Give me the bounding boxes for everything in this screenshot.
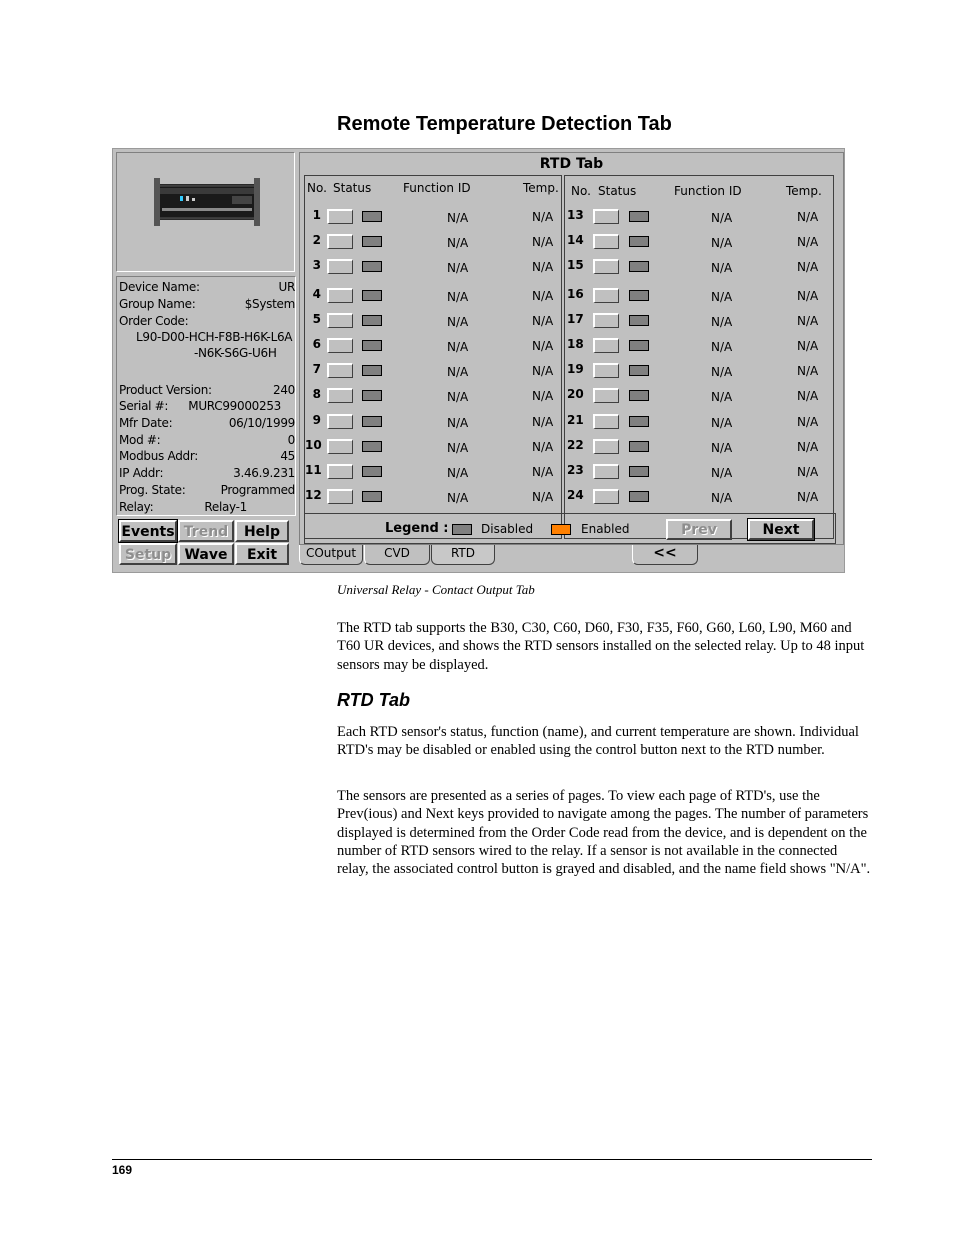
header-no: No. (307, 181, 327, 195)
rtd-function-id: N/A (711, 236, 733, 251)
rtd-number: 17 (567, 311, 584, 326)
rtd-function-id: N/A (447, 261, 469, 276)
rtd-control-button[interactable] (593, 388, 619, 403)
disabled-swatch (452, 524, 472, 535)
serial-row (119, 399, 295, 415)
mod-row (119, 433, 295, 449)
rtd-temperature: N/A (797, 490, 819, 505)
rtd-number: 24 (567, 488, 584, 503)
header-temp: Temp. (523, 181, 559, 195)
relay-device-icon (154, 178, 260, 226)
header-function-id: Function ID (674, 184, 742, 198)
rtd-status-indicator (362, 491, 382, 502)
device-info-panel (116, 276, 296, 516)
trend-button[interactable]: Trend (178, 520, 234, 542)
rtd-number: 15 (567, 258, 584, 273)
rtd-status-indicator (362, 211, 382, 222)
info-value: Relay-1 (204, 500, 247, 514)
rtd-status-indicator (629, 416, 649, 427)
rtd-number: 12 (305, 488, 322, 503)
info-value: $System (244, 297, 295, 311)
header-status: Status (598, 184, 637, 198)
rtd-control-button[interactable] (327, 388, 353, 403)
rtd-status-indicator (629, 211, 649, 222)
rtd-function-id: N/A (711, 415, 733, 430)
rtd-panel-title: RTD Tab (539, 156, 604, 172)
rtd-temperature: N/A (797, 389, 819, 404)
rtd-function-id: N/A (711, 491, 733, 506)
rtd-status-indicator (629, 365, 649, 376)
enabled-swatch (551, 524, 571, 535)
rtd-number: 8 (312, 387, 321, 402)
rtd-temperature: N/A (797, 465, 819, 479)
header-status: Status (333, 181, 372, 195)
rtd-status-indicator (362, 315, 382, 326)
relay-row (119, 500, 295, 516)
rtd-temperature: N/A (797, 210, 819, 224)
rtd-number: 11 (305, 463, 322, 477)
rtd-function-id: N/A (447, 340, 469, 354)
product-version-row (119, 383, 295, 399)
rtd-temperature: N/A (532, 210, 554, 224)
rtd-number: 18 (567, 337, 584, 351)
rtd-status-indicator (362, 261, 382, 272)
info-label: Modbus Addr: (119, 449, 198, 463)
rtd-control-button[interactable] (593, 313, 619, 328)
exit-button[interactable]: Exit (235, 543, 289, 565)
rtd-number: 13 (567, 208, 584, 222)
rtd-control-button[interactable] (327, 209, 353, 224)
rtd-temperature: N/A (532, 465, 554, 479)
rtd-temperature: N/A (532, 288, 554, 303)
device-image-panel (116, 152, 295, 272)
rtd-control-button[interactable] (327, 363, 353, 378)
rtd-number: 21 (567, 412, 584, 427)
modbus-addr-row (119, 449, 295, 465)
rtd-temperature: N/A (532, 364, 554, 379)
rtd-control-button[interactable] (327, 414, 353, 429)
legend-label: Legend : (385, 521, 449, 536)
events-button[interactable]: Events (119, 520, 177, 542)
header-temp: Temp. (786, 184, 822, 198)
rtd-function-id: N/A (711, 390, 733, 405)
info-label: Prog. State: (119, 483, 186, 497)
rtd-temperature: N/A (532, 490, 554, 505)
rtd-screenshot (112, 148, 845, 573)
rtd-number: 22 (567, 437, 584, 452)
rtd-number: 9 (312, 412, 321, 427)
rtd-function-id: N/A (711, 340, 733, 354)
rtd-number: 5 (312, 311, 321, 326)
rtd-function-id: N/A (711, 365, 733, 380)
ip-addr-row (119, 466, 295, 482)
rtd-temperature: N/A (532, 389, 554, 404)
tab-rtd[interactable]: RTD (431, 545, 495, 565)
rtd-function-id: N/A (711, 261, 733, 276)
scroll-left-tab[interactable]: << (632, 545, 698, 565)
info-value: 3.46.9.231 (233, 466, 295, 480)
info-value: 45 (280, 449, 295, 463)
rtd-status-indicator (629, 441, 649, 452)
rtd-number: 10 (305, 437, 322, 452)
rtd-panel (299, 152, 844, 545)
rtd-number: 4 (312, 286, 321, 301)
rtd-status-indicator (362, 416, 382, 427)
rtd-temperature: N/A (532, 339, 554, 353)
rtd-status-indicator (629, 290, 649, 301)
legend-disabled-label: Disabled (481, 522, 534, 536)
info-label: Order Code: (119, 314, 189, 328)
next-button[interactable]: Next (748, 519, 814, 540)
section-title: Remote Temperature Detection Tab (337, 113, 672, 135)
info-value: MURC99000253 (188, 399, 281, 413)
rtd-number: 7 (312, 362, 321, 377)
info-value: UR (278, 280, 295, 294)
rtd-status-indicator (362, 441, 382, 452)
rtd-status-indicator (362, 365, 382, 376)
info-label: Mod #: (119, 433, 161, 447)
rtd-control-button[interactable] (593, 259, 619, 274)
rtd-function-id: N/A (711, 289, 733, 304)
help-button[interactable]: Help (235, 520, 289, 542)
rtd-temperature: N/A (532, 439, 554, 454)
intro-paragraph: The RTD tab supports the B30, C30, C60, D60, F30, F35, F60, G60, L60, L90, M60 and T60 UR devices, and shows the RTD sensors installed on the selected relay. Up to 48 input sensors may be displayed. (337, 620, 865, 673)
rtd-control-button[interactable] (327, 338, 353, 353)
rtd-status-indicator (629, 491, 649, 502)
info-value: 06/10/1999 (228, 416, 295, 430)
rtd-status-indicator (629, 340, 649, 351)
rtd-number: 16 (567, 286, 584, 301)
info-value: 0 (287, 433, 295, 447)
rtd-control-button[interactable] (593, 464, 619, 479)
rtd-control-button[interactable] (593, 489, 619, 504)
group-name-row (119, 297, 295, 313)
rtd-column-left (304, 175, 562, 539)
rtd-status-indicator (362, 390, 382, 401)
rtd-temperature: N/A (797, 260, 819, 275)
info-value: 240 (272, 383, 295, 397)
rtd-status-indicator (362, 290, 382, 301)
rtd-status-indicator (629, 466, 649, 477)
rtd-temperature: N/A (532, 313, 554, 328)
info-label: IP Addr: (119, 466, 164, 480)
rtd-temperature: N/A (532, 414, 554, 429)
rtd-control-button[interactable] (593, 288, 619, 303)
rtd-status-indicator (629, 236, 649, 247)
mfr-date-row (119, 416, 295, 432)
subheading: RTD Tab (337, 690, 411, 710)
figure-caption: Universal Relay - Contact Output Tab (337, 582, 535, 597)
legend-bar (304, 513, 836, 544)
rtd-control-button[interactable] (327, 288, 353, 303)
rtd-number: 2 (312, 233, 321, 248)
tab-cvd[interactable]: CVD (364, 545, 430, 565)
rtd-number: 6 (312, 337, 321, 351)
rtd-temperature: N/A (797, 339, 819, 353)
rtd-control-button[interactable] (327, 234, 353, 249)
rtd-function-id: N/A (711, 314, 733, 329)
rtd-temperature: N/A (797, 439, 819, 454)
info-label: Relay: (119, 500, 154, 514)
rtd-function-id: N/A (447, 390, 469, 405)
rtd-function-id: N/A (447, 314, 469, 329)
rtd-temperature: N/A (532, 260, 554, 275)
rtd-status-indicator (629, 315, 649, 326)
legend-enabled-label: Enabled (581, 522, 630, 536)
rtd-status-indicator (629, 390, 649, 401)
info-label: Group Name: (119, 297, 196, 311)
rtd-status-indicator (362, 340, 382, 351)
rtd-control-button[interactable] (593, 234, 619, 249)
header-function-id: Function ID (403, 181, 471, 195)
rtd-temperature: N/A (797, 414, 819, 429)
device-name-row (119, 280, 295, 296)
paragraph-1: Each RTD sensor's status, function (name), and current temperature are shown. Individual RTD's may be disabled or enabled using the control button next to the RTD number. (337, 724, 859, 759)
rtd-number: 23 (567, 463, 584, 477)
rtd-temperature: N/A (797, 235, 819, 250)
rtd-column-right (564, 175, 834, 539)
rtd-function-id: N/A (447, 236, 469, 251)
rtd-temperature: N/A (797, 364, 819, 379)
header-no: No. (571, 184, 591, 198)
rtd-function-id: N/A (711, 440, 733, 455)
wave-button[interactable]: Wave (178, 543, 234, 565)
rtd-status-indicator (362, 236, 382, 247)
tab-coutput[interactable]: COutput (299, 545, 363, 565)
rtd-control-button[interactable] (327, 464, 353, 479)
rtd-number: 3 (312, 258, 321, 273)
rtd-status-indicator (629, 261, 649, 272)
paragraph-2: The sensors are presented as a series of pages. To view each page of RTD's, use the Prev(ious) and Next keys provided to navigate among the pages. The number of parameters displayed is determined from the Order Code read from the device, and is dependent on the number of RTD sensors wired to the relay. If a sensor is not available in the connected relay, the associated control button is grayed and disabled, and the name field shows "N/A". (337, 788, 871, 878)
info-value: Programmed (220, 483, 295, 497)
prog-state-row (119, 483, 295, 499)
rtd-function-id: N/A (711, 466, 733, 480)
info-label: Mfr Date: (119, 416, 173, 430)
rtd-function-id: N/A (447, 289, 469, 304)
rtd-control-button[interactable] (327, 259, 353, 274)
info-label: Serial #: (119, 399, 169, 413)
order-code-line: L90-D00-HCH-F8B-H6K-L6A (136, 330, 293, 344)
rtd-function-id: N/A (447, 211, 469, 225)
info-label: Device Name: (119, 280, 200, 294)
rtd-control-button[interactable] (593, 338, 619, 353)
rtd-status-indicator (362, 466, 382, 477)
rtd-function-id: N/A (447, 415, 469, 430)
rtd-temperature: N/A (532, 235, 554, 250)
rtd-number: 19 (567, 362, 584, 377)
rtd-temperature: N/A (797, 288, 819, 303)
rtd-control-button[interactable] (327, 489, 353, 504)
rtd-number: 14 (567, 233, 584, 248)
rtd-control-button[interactable] (327, 439, 353, 454)
info-label: Product Version: (119, 383, 212, 397)
rtd-number: 20 (567, 387, 584, 402)
rtd-function-id: N/A (447, 491, 469, 506)
page-number: 169 (112, 1163, 133, 1177)
rtd-control-button[interactable] (327, 313, 353, 328)
setup-button[interactable]: Setup (119, 543, 177, 565)
rtd-function-id: N/A (447, 466, 469, 480)
rtd-number: 1 (312, 208, 321, 222)
rtd-function-id: N/A (447, 365, 469, 380)
order-code-line: -N6K-S6G-U6H (194, 346, 277, 360)
rtd-function-id: N/A (447, 440, 469, 455)
rtd-control-button[interactable] (593, 439, 619, 454)
rtd-function-id: N/A (711, 211, 733, 225)
rtd-control-button[interactable] (593, 209, 619, 224)
prev-button[interactable]: Prev (666, 519, 732, 540)
order-code-row (119, 314, 295, 330)
rtd-control-button[interactable] (593, 363, 619, 378)
rtd-control-button[interactable] (593, 414, 619, 429)
rtd-temperature: N/A (797, 313, 819, 328)
footer-rule (112, 1159, 872, 1160)
